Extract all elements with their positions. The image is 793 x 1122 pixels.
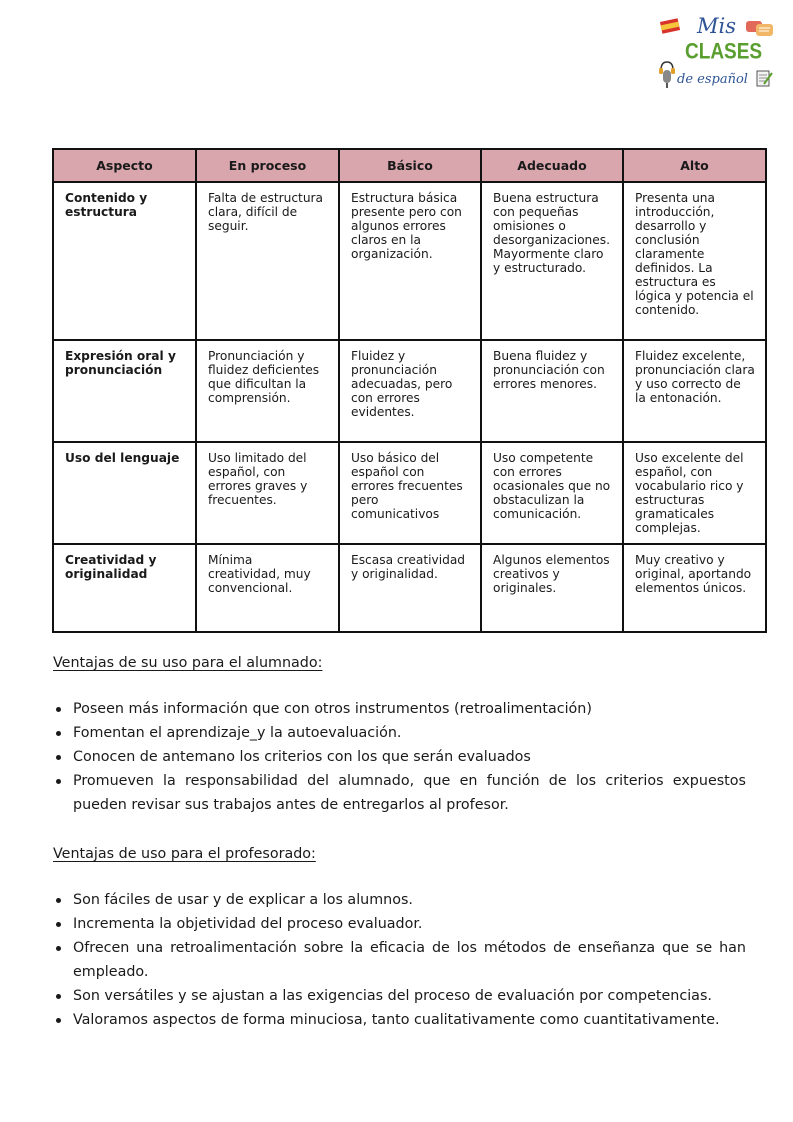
bullet-icon <box>56 994 61 999</box>
notepad-icon <box>755 68 773 88</box>
aspect-cell: Uso del lenguaje <box>53 442 196 544</box>
rubric-table <box>52 148 767 633</box>
list-item: Conocen de antemano los criterios con los que serán evaluados <box>53 745 746 769</box>
bullet-icon <box>56 779 61 784</box>
table-row <box>53 544 766 632</box>
level-cell: Fluidez excelente, pronunciación clara y uso correcto de la entonación. <box>623 340 766 442</box>
students-advantages-section <box>53 651 746 817</box>
level-cell: Uso limitado del español, con errores graves y frecuentes. <box>196 442 339 544</box>
aspect-cell: Creatividad y originalidad <box>53 544 196 632</box>
list-item: Incrementa la objetividad del proceso evaluador. <box>53 912 746 936</box>
level-cell: Pronunciación y fluidez deficientes que dificultan la comprensión. <box>196 340 339 442</box>
header-aspecto: Aspecto <box>53 149 196 182</box>
list-item: Valoramos aspectos de forma minuciosa, tanto cualitativamente como cuantitativamente. <box>53 1008 746 1032</box>
aspect-cell: Expresión oral y pronunciación <box>53 340 196 442</box>
bullet-list <box>53 697 746 817</box>
logo-mis: Mis <box>697 14 736 38</box>
bullet-icon <box>56 1018 61 1023</box>
table-row <box>53 182 766 340</box>
level-cell: Falta de estructura clara, difícil de seguir. <box>196 182 339 340</box>
list-item: Fomentan el aprendizaje_y la autoevaluación. <box>53 721 746 745</box>
list-item: Son versátiles y se ajustan a las exigencias del proceso de evaluación por competencias. <box>53 984 746 1008</box>
header-basico: Básico <box>339 149 481 182</box>
level-cell: Uso competente con errores ocasionales que no obstaculizan la comunicación. <box>481 442 623 544</box>
speech-bubbles-icon <box>745 18 775 40</box>
list-item: Son fáciles de usar y de explicar a los alumnos. <box>53 888 746 912</box>
level-cell: Mínima creatividad, muy convencional. <box>196 544 339 632</box>
bullet-list <box>53 888 746 1032</box>
level-cell: Muy creativo y original, aportando elementos únicos. <box>623 544 766 632</box>
logo-clases: CLASES <box>685 40 763 65</box>
microphone-icon <box>658 60 676 90</box>
level-cell: Escasa creatividad y originalidad. <box>339 544 481 632</box>
logo <box>655 14 780 102</box>
level-cell: Uso excelente del español, con vocabulario rico y estructuras gramaticales complejas. <box>623 442 766 544</box>
list-item: Promueven la responsabilidad del alumnado, que en función de los criterios expuestos pueden revisar sus trabajos antes de entregarlos al profesor. <box>53 769 746 817</box>
bullet-icon <box>56 946 61 951</box>
header-en-proceso: En proceso <box>196 149 339 182</box>
level-cell: Presenta una introducción, desarrollo y conclusión claramente definidos. La estructura es lógica y potencia el contenido. <box>623 182 766 340</box>
bullet-icon <box>56 707 61 712</box>
section-title: Ventajas de su uso para el alumnado: <box>53 655 323 671</box>
level-cell: Estructura básica presente pero con algunos errores claros en la organización. <box>339 182 481 340</box>
table-row <box>53 340 766 442</box>
table-row <box>53 442 766 544</box>
level-cell: Buena estructura con pequeñas omisiones o desorganizaciones. Mayormente claro y estructurado. <box>481 182 623 340</box>
spain-flag-icon <box>659 18 681 34</box>
list-item: Ofrecen una retroalimentación sobre la eficacia de los métodos de enseñanza que se han empleado. <box>53 936 746 984</box>
bullet-icon <box>56 731 61 736</box>
bullet-icon <box>56 755 61 760</box>
bullet-icon <box>56 898 61 903</box>
section-title: Ventajas de uso para el profesorado: <box>53 846 316 862</box>
aspect-cell: Contenido y estructura <box>53 182 196 340</box>
level-cell: Buena fluidez y pronunciación con errores menores. <box>481 340 623 442</box>
level-cell: Fluidez y pronunciación adecuadas, pero con errores evidentes. <box>339 340 481 442</box>
level-cell: Uso básico del español con errores frecuentes pero comunicativos <box>339 442 481 544</box>
logo-espanol: de español <box>677 72 748 87</box>
header-alto: Alto <box>623 149 766 182</box>
list-item: Poseen más información que con otros instrumentos (retroalimentación) <box>53 697 746 721</box>
header-adecuado: Adecuado <box>481 149 623 182</box>
bullet-icon <box>56 922 61 927</box>
rubric-header-row <box>53 149 766 182</box>
level-cell: Algunos elementos creativos y originales. <box>481 544 623 632</box>
teachers-advantages-section <box>53 842 746 1032</box>
